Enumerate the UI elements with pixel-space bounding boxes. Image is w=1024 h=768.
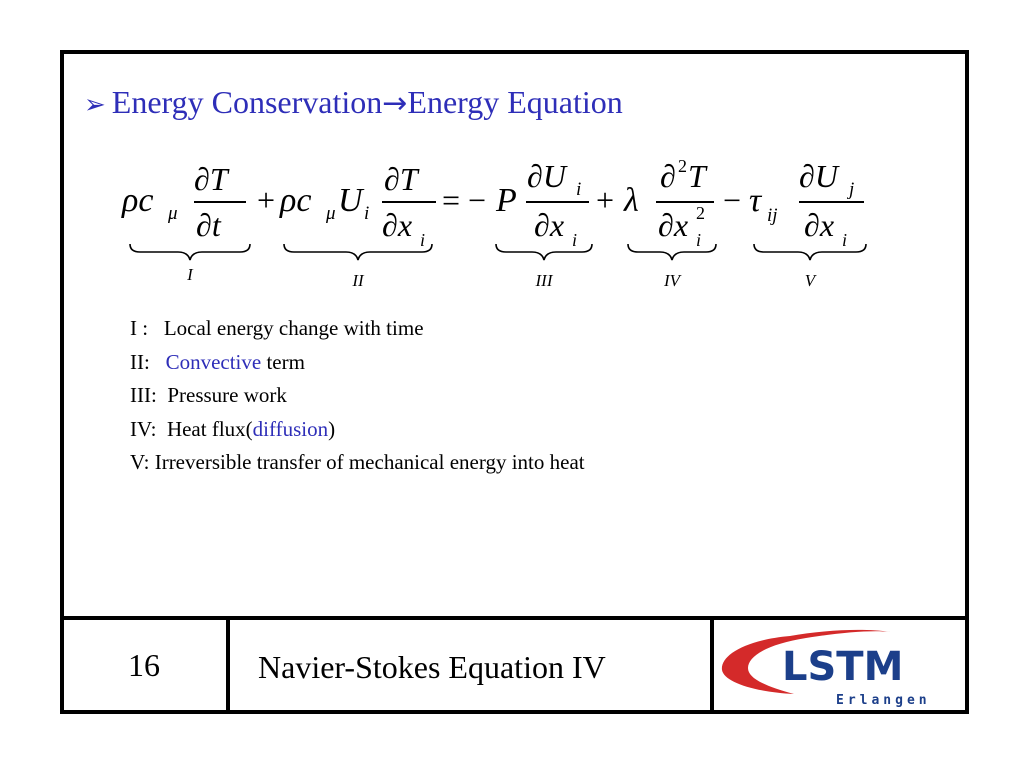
svg-text:U: U (338, 182, 363, 219)
svg-text:i: i (696, 230, 702, 250)
term-row-text: Irreversible transfer of mechanical energy into heat (154, 450, 585, 474)
term-row-highlight: diffusion (252, 416, 329, 441)
svg-text:i: i (842, 230, 848, 250)
svg-text:∂: ∂ (660, 158, 676, 194)
underbrace-3 (496, 244, 592, 260)
title-part-2: Energy Equation (407, 84, 623, 120)
term-4 (623, 156, 714, 250)
term-row-label: II: (130, 349, 150, 374)
term-row-label: V: (130, 450, 150, 474)
underbrace-5 (754, 244, 866, 260)
svg-text:ρc: ρc (280, 182, 312, 219)
term-row-text: Heat flux( (166, 416, 253, 441)
svg-text:∂x: ∂x (534, 207, 565, 243)
svg-text:∂T: ∂T (194, 161, 228, 197)
svg-text:+: + (257, 182, 276, 218)
footer-title: Navier-Stokes Equation IV (258, 649, 606, 685)
term-5 (749, 158, 864, 250)
term-row-5 (130, 446, 585, 480)
underbrace-1 (130, 244, 250, 260)
term-2 (279, 161, 436, 250)
term-row-3 (130, 379, 585, 413)
term-3 (495, 158, 589, 250)
svg-text:= −: = − (442, 182, 487, 218)
svg-text:ij: ij (767, 205, 778, 226)
svg-text:∂U: ∂U (799, 158, 838, 194)
term-row-highlight: Convective (165, 349, 262, 374)
svg-text:τ: τ (749, 182, 762, 219)
underbrace-2 (284, 244, 432, 260)
energy-equation (64, 54, 965, 304)
term-row-label: IV: (130, 416, 157, 441)
right-arrow-icon: → (382, 86, 408, 121)
term-label-2: II (352, 271, 364, 290)
term-row-1 (130, 312, 585, 346)
term-label-1: I (187, 265, 193, 284)
svg-text:2: 2 (678, 156, 687, 176)
term-row-label: I : (130, 316, 149, 340)
svg-text:i: i (576, 179, 582, 200)
svg-text:∂x: ∂x (382, 207, 413, 243)
svg-text:T: T (688, 158, 706, 194)
svg-text:i: i (420, 230, 426, 250)
svg-text:∂T: ∂T (384, 161, 418, 197)
term-row-text: Pressure work (167, 383, 287, 407)
svg-text:+: + (596, 182, 615, 218)
svg-text:μ: μ (326, 203, 336, 224)
term-label-4: IV (663, 271, 681, 290)
logo-subtext: Erlangen (836, 693, 931, 708)
svg-text:μ: μ (168, 203, 178, 224)
svg-text:P: P (496, 182, 517, 219)
svg-text:λ: λ (624, 182, 639, 219)
term-row-text: Local energy change with time (163, 316, 424, 340)
term-list (130, 312, 585, 480)
page-number: 16 (128, 647, 160, 683)
svg-text:j: j (849, 179, 855, 200)
term-row-label: III: (130, 383, 157, 407)
lstm-logo (714, 620, 969, 714)
underbraces (130, 244, 866, 260)
term-row-2 (130, 346, 585, 380)
term-row-text-after: ) (328, 416, 336, 441)
svg-text:∂U: ∂U (527, 158, 566, 194)
term-row-4 (130, 413, 585, 447)
svg-text:ρc: ρc (122, 182, 154, 219)
svg-text:i: i (364, 203, 370, 224)
term-label-5: V (804, 271, 816, 290)
term-row-text: term (261, 349, 305, 374)
title-part-1: Energy Conservation (111, 84, 383, 120)
svg-text:∂x: ∂x (804, 207, 835, 243)
svg-text:−: − (723, 182, 742, 218)
term-label-3: III (535, 271, 553, 290)
logo-text: LSTM (782, 644, 904, 690)
arrow-bullet-icon: ➢ (84, 90, 106, 119)
svg-text:∂t: ∂t (196, 207, 221, 243)
footer-separator-1 (226, 620, 230, 710)
svg-text:i: i (572, 230, 578, 250)
underbrace-4 (628, 244, 716, 260)
svg-text:2: 2 (696, 203, 705, 223)
slide-frame (60, 50, 969, 714)
term-1 (121, 161, 246, 243)
svg-text:∂x: ∂x (658, 207, 689, 243)
